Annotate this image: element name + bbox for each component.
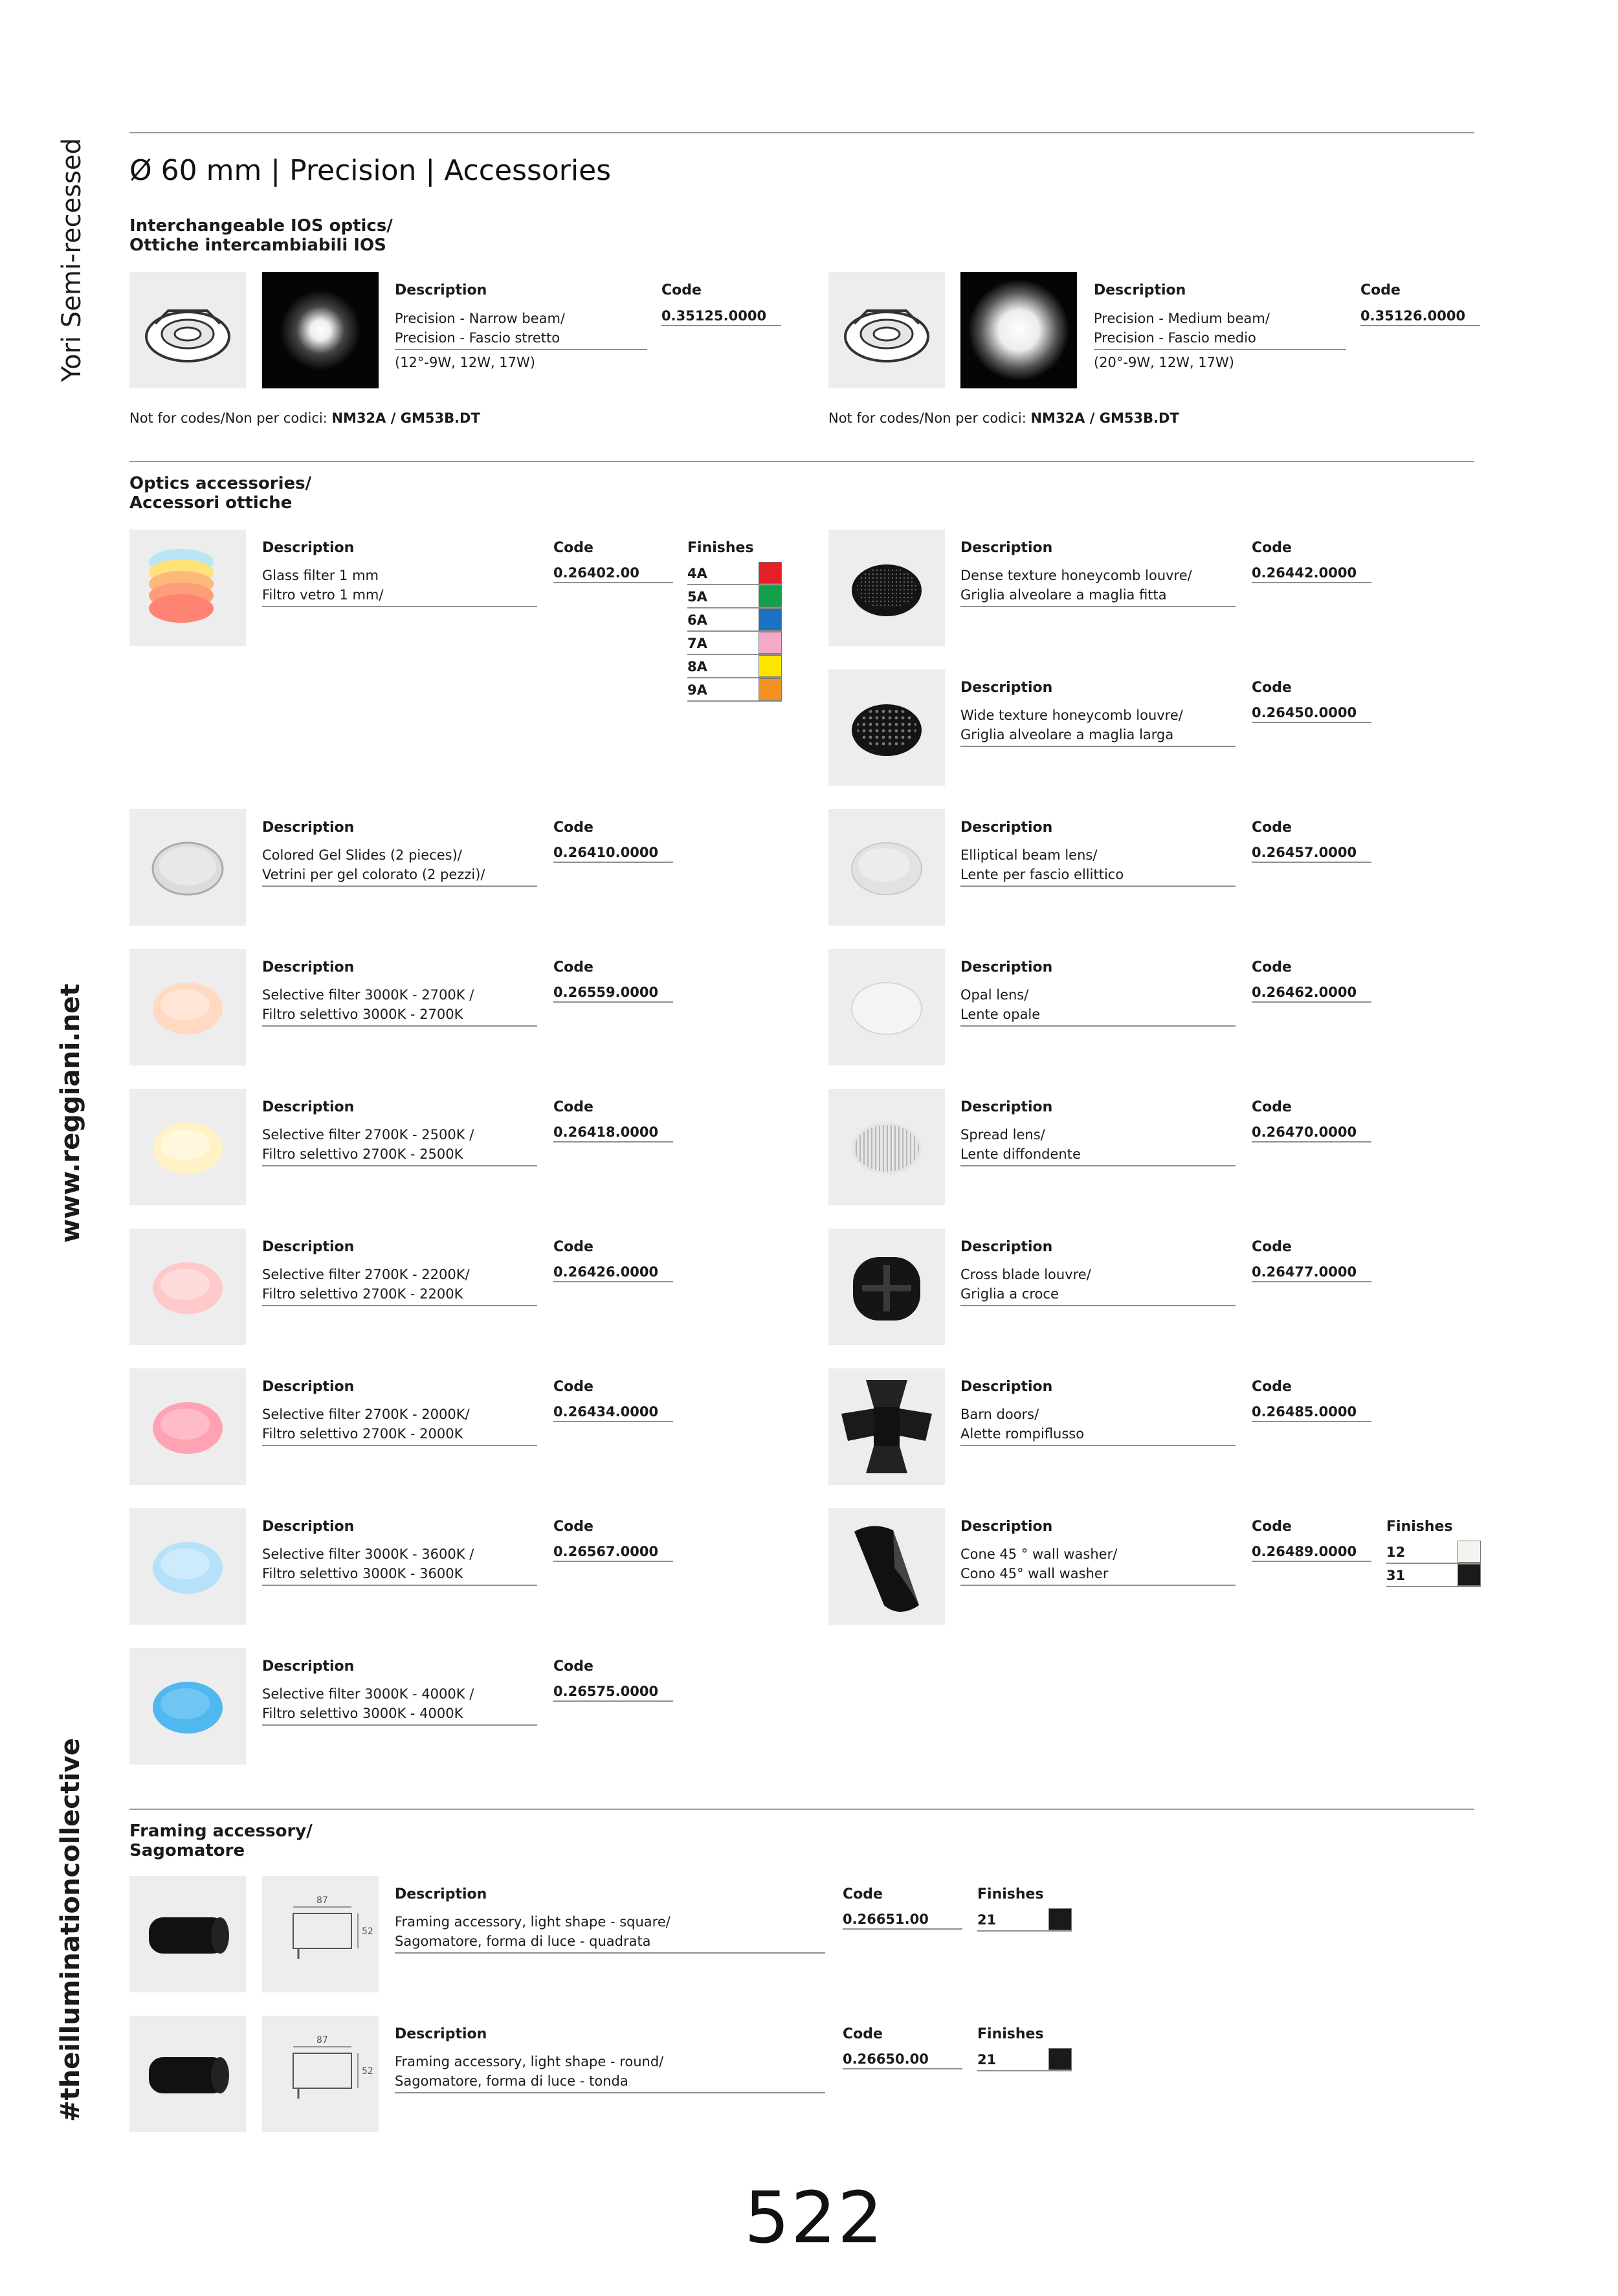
ios-narrow-beam-image <box>262 272 379 388</box>
sf-2700-2200-description-label: Description <box>262 1239 355 1255</box>
ios-2-code-label: Code <box>1360 282 1401 298</box>
sf-2700-2500-description-label: Description <box>262 1099 355 1115</box>
optics-rule <box>129 1809 1474 1810</box>
framing-heading: Framing accessory/ Sagomatore <box>129 1822 313 1860</box>
ios-medium-beam-image <box>960 272 1077 388</box>
framing-round-finishes-label: Finishes <box>977 2026 1044 2042</box>
finish-swatch-black <box>1048 2048 1072 2070</box>
rose-filter-icon <box>129 1368 246 1485</box>
opal-lens-code: 0.26462.0000 <box>1252 985 1371 1003</box>
finish-swatch-orange <box>759 678 782 700</box>
elliptical-lens-code: 0.26457.0000 <box>1252 845 1371 863</box>
sf-2700-2500-code-label: Code <box>553 1099 593 1115</box>
ios-1-code: 0.35125.0000 <box>661 308 781 326</box>
barn-doors-description-label: Description <box>960 1379 1053 1395</box>
framing-round-code: 0.26650.00 <box>843 2051 962 2069</box>
opal-lens-description-label: Description <box>960 959 1053 975</box>
sf-3000-3600-code: 0.26567.0000 <box>553 1544 673 1562</box>
sf-2700-2200-code-label: Code <box>553 1239 593 1255</box>
spread-lens-description-label: Description <box>960 1099 1053 1115</box>
dense-honeycomb-image <box>828 529 945 646</box>
finish-8a[interactable]: 8A <box>687 655 782 678</box>
optics-heading: Optics accessories/ Accessori ottiche <box>129 474 312 513</box>
spread-lens-icon <box>828 1089 945 1205</box>
ios-2-code: 0.35126.0000 <box>1360 308 1480 326</box>
sf-3000-2700-description: Selective filter 3000K - 2700K / Filtro selettivo 3000K - 2700K <box>262 985 537 1027</box>
finish-swatch-green <box>759 585 782 607</box>
glass-filter-finishes-label: Finishes <box>687 540 754 556</box>
framing-square-code: 0.26651.00 <box>843 1911 962 1930</box>
framing-round-drawing <box>262 2016 379 2132</box>
framing-square-image <box>129 1876 246 1992</box>
ios-optic-medium-image <box>828 272 945 388</box>
yellow-filter-icon <box>129 1089 246 1205</box>
spread-lens-code-label: Code <box>1252 1099 1292 1115</box>
ios-2-description: Precision - Medium beam/ Precision - Fascio medio <box>1094 309 1346 350</box>
framing-accessory-icon <box>129 2016 246 2132</box>
technical-drawing-icon <box>262 1876 379 1992</box>
gel-slides-description-label: Description <box>262 819 355 836</box>
narrow-beam-icon <box>262 272 379 388</box>
finish-swatch-black <box>1457 1564 1481 1586</box>
cross-blade-code-label: Code <box>1252 1239 1292 1255</box>
wide-honeycomb-icon <box>828 669 945 786</box>
finish-4a[interactable]: 4A <box>687 562 782 585</box>
elliptical-lens-image <box>828 809 945 926</box>
finish-swatch-white <box>1457 1541 1481 1563</box>
medium-beam-icon <box>960 272 1077 388</box>
sf-3000-3600-code-label: Code <box>553 1519 593 1535</box>
framing-round-description: Framing accessory, light shape - round/ Sagomatore, forma di luce - tonda <box>395 2052 825 2093</box>
svg-text:87: 87 <box>316 2035 328 2045</box>
sf-2700-2500-description: Selective filter 2700K - 2500K / Filtro selettivo 2700K - 2500K <box>262 1125 537 1166</box>
finish-7a[interactable]: 7A <box>687 632 782 655</box>
ios-2-note: Not for codes/Non per codici: NM32A / GM53B.DT <box>828 410 1179 426</box>
finish-swatch-red <box>759 562 782 584</box>
sf-3000-4000-code-label: Code <box>553 1658 593 1675</box>
dense-honeycomb-description-label: Description <box>960 540 1053 556</box>
page-title: Ø 60 mm | Precision | Accessories <box>129 154 612 187</box>
gel-slides-description: Colored Gel Slides (2 pieces)/ Vetrini per gel colorato (2 pezzi)/ <box>262 845 537 887</box>
sf-2700-2500-code: 0.26418.0000 <box>553 1124 673 1142</box>
selective-filter-2700-2000-image <box>129 1368 246 1485</box>
barn-doors-icon <box>828 1368 945 1485</box>
sidebar-website[interactable]: www.reggiani.net <box>56 983 85 1243</box>
cross-blade-louvre-image <box>828 1229 945 1345</box>
ios-1-description: Precision - Narrow beam/ Precision - Fascio stretto <box>395 309 647 350</box>
svg-text:52: 52 <box>362 2066 373 2077</box>
opal-lens-description: Opal lens/ Lente opale <box>960 985 1236 1027</box>
cross-blade-description-label: Description <box>960 1239 1053 1255</box>
barn-doors-code-label: Code <box>1252 1379 1292 1395</box>
page-number: 522 <box>744 2176 884 2259</box>
finish-12[interactable]: 12 <box>1386 1541 1481 1564</box>
glass-filter-stack-icon <box>129 529 246 646</box>
sidebar-family: Yori Semi-recessed <box>57 138 87 382</box>
ios-1-description-label: Description <box>395 282 487 298</box>
selective-filter-2700-2200-image <box>129 1229 246 1345</box>
wide-honeycomb-description: Wide texture honeycomb louvre/ Griglia alveolare a maglia larga <box>960 706 1236 747</box>
dense-honeycomb-code: 0.26442.0000 <box>1252 565 1371 583</box>
framing-square-code-label: Code <box>843 1886 883 1902</box>
cone-code: 0.26489.0000 <box>1252 1544 1371 1562</box>
gel-slide-icon <box>129 809 246 926</box>
elliptical-lens-icon <box>828 809 945 926</box>
finish-swatch-blue <box>759 608 782 630</box>
glass-filter-code: 0.26402.00 <box>553 565 673 583</box>
cross-blade-description: Cross blade louvre/ Griglia a croce <box>960 1265 1236 1306</box>
barn-doors-description: Barn doors/ Alette rompiflusso <box>960 1405 1236 1446</box>
finish-9a[interactable]: 9A <box>687 678 782 702</box>
pink-filter-icon <box>129 1229 246 1345</box>
wide-honeycomb-code-label: Code <box>1252 680 1292 696</box>
sf-2700-2200-code: 0.26426.0000 <box>553 1264 673 1282</box>
framing-round-finish-21[interactable]: 21 <box>977 2048 1072 2071</box>
ios-1-note: Not for codes/Non per codici: NM32A / GM53B.DT <box>129 410 480 426</box>
cone-description: Cone 45 ° wall washer/ Cono 45° wall washer <box>960 1544 1236 1586</box>
sf-2700-2000-code-label: Code <box>553 1379 593 1395</box>
selective-filter-3000-4000-image <box>129 1648 246 1765</box>
glass-filter-image <box>129 529 246 646</box>
wide-honeycomb-description-label: Description <box>960 680 1053 696</box>
selective-filter-2700-2500-image <box>129 1089 246 1205</box>
framing-square-description-label: Description <box>395 1886 487 1902</box>
opal-lens-code-label: Code <box>1252 959 1292 975</box>
ios-optic-narrow-image <box>129 272 246 388</box>
svg-text:87: 87 <box>316 1895 328 1906</box>
dense-honeycomb-code-label: Code <box>1252 540 1292 556</box>
sf-3000-3600-description-label: Description <box>262 1519 355 1535</box>
sf-3000-2700-code: 0.26559.0000 <box>553 985 673 1003</box>
barn-doors-image <box>828 1368 945 1485</box>
finish-swatch-black <box>1048 1908 1072 1930</box>
finish-6a[interactable]: 6A <box>687 608 782 632</box>
top-rule <box>129 132 1474 133</box>
svg-text:52: 52 <box>362 1926 373 1937</box>
dense-honeycomb-icon <box>828 529 945 646</box>
gel-slides-code: 0.26410.0000 <box>553 845 673 863</box>
framing-square-finish-21[interactable]: 21 <box>977 1908 1072 1932</box>
finish-swatch-yellow <box>759 655 782 677</box>
framing-round-description-label: Description <box>395 2026 487 2042</box>
framing-square-description: Framing accessory, light shape - square/ Sagomatore, forma di luce - quadrata <box>395 1912 825 1954</box>
blue-filter-icon <box>129 1648 246 1765</box>
ios-1-code-label: Code <box>661 282 702 298</box>
selective-filter-3000-3600-image <box>129 1508 246 1625</box>
ios-rule <box>129 461 1474 462</box>
spread-lens-image <box>828 1089 945 1205</box>
framing-round-code-label: Code <box>843 2026 883 2042</box>
sf-3000-4000-code: 0.26575.0000 <box>553 1684 673 1702</box>
finish-5a[interactable]: 5A <box>687 585 782 608</box>
ios-2-description-label: Description <box>1094 282 1186 298</box>
framing-round-image <box>129 2016 246 2132</box>
recessed-optic-icon <box>129 272 246 388</box>
ios-1-spec: (12°-9W, 12W, 17W) <box>395 355 535 370</box>
gel-slides-image <box>129 809 246 926</box>
recessed-optic-icon <box>828 272 945 388</box>
spread-lens-description: Spread lens/ Lente diffondente <box>960 1125 1236 1166</box>
ios-2-spec: (20°-9W, 12W, 17W) <box>1094 355 1234 370</box>
sidebar-hashtag: #theilluminationcollective <box>56 1738 85 2122</box>
sf-3000-2700-description-label: Description <box>262 959 355 975</box>
elliptical-lens-description: Elliptical beam lens/ Lente per fascio ellittico <box>960 845 1236 887</box>
selective-filter-3000-2700-image <box>129 949 246 1065</box>
technical-drawing-icon <box>262 2016 379 2132</box>
glass-filter-description: Glass filter 1 mm Filtro vetro 1 mm/ <box>262 566 537 607</box>
opal-lens-image <box>828 949 945 1065</box>
opal-lens-icon <box>828 949 945 1065</box>
framing-square-finishes-label: Finishes <box>977 1886 1044 1902</box>
cross-blade-code: 0.26477.0000 <box>1252 1264 1371 1282</box>
sf-2700-2200-description: Selective filter 2700K - 2200K/ Filtro selettivo 2700K - 2200K <box>262 1265 537 1306</box>
framing-square-drawing <box>262 1876 379 1992</box>
cross-blade-louvre-icon <box>828 1229 945 1345</box>
cone-wall-washer-icon <box>828 1508 945 1625</box>
elliptical-lens-description-label: Description <box>960 819 1053 836</box>
sf-2700-2000-code: 0.26434.0000 <box>553 1404 673 1422</box>
barn-doors-code: 0.26485.0000 <box>1252 1404 1371 1422</box>
sf-3000-4000-description-label: Description <box>262 1658 355 1675</box>
glass-filter-description-label: Description <box>262 540 355 556</box>
finish-31[interactable]: 31 <box>1386 1564 1481 1587</box>
wide-honeycomb-image <box>828 669 945 786</box>
wide-honeycomb-code: 0.26450.0000 <box>1252 705 1371 723</box>
sf-3000-4000-description: Selective filter 3000K - 4000K / Filtro selettivo 3000K - 4000K <box>262 1684 537 1726</box>
cone-finishes-label: Finishes <box>1386 1519 1453 1535</box>
sf-3000-2700-code-label: Code <box>553 959 593 975</box>
spread-lens-code: 0.26470.0000 <box>1252 1124 1371 1142</box>
elliptical-lens-code-label: Code <box>1252 819 1292 836</box>
light-blue-filter-icon <box>129 1508 246 1625</box>
sf-2700-2000-description-label: Description <box>262 1379 355 1395</box>
sf-3000-3600-description: Selective filter 3000K - 3600K / Filtro selettivo 3000K - 3600K <box>262 1544 537 1586</box>
glass-filter-code-label: Code <box>553 540 593 556</box>
sf-2700-2000-description: Selective filter 2700K - 2000K/ Filtro selettivo 2700K - 2000K <box>262 1405 537 1446</box>
framing-accessory-icon <box>129 1876 246 1992</box>
cone-wall-washer-image <box>828 1508 945 1625</box>
cone-description-label: Description <box>960 1519 1053 1535</box>
cone-code-label: Code <box>1252 1519 1292 1535</box>
peach-filter-icon <box>129 949 246 1065</box>
ios-heading: Interchangeable IOS optics/ Ottiche intercambiabili IOS <box>129 216 393 255</box>
finish-swatch-pink <box>759 632 782 654</box>
dense-honeycomb-description: Dense texture honeycomb louvre/ Griglia alveolare a maglia fitta <box>960 566 1236 607</box>
gel-slides-code-label: Code <box>553 819 593 836</box>
